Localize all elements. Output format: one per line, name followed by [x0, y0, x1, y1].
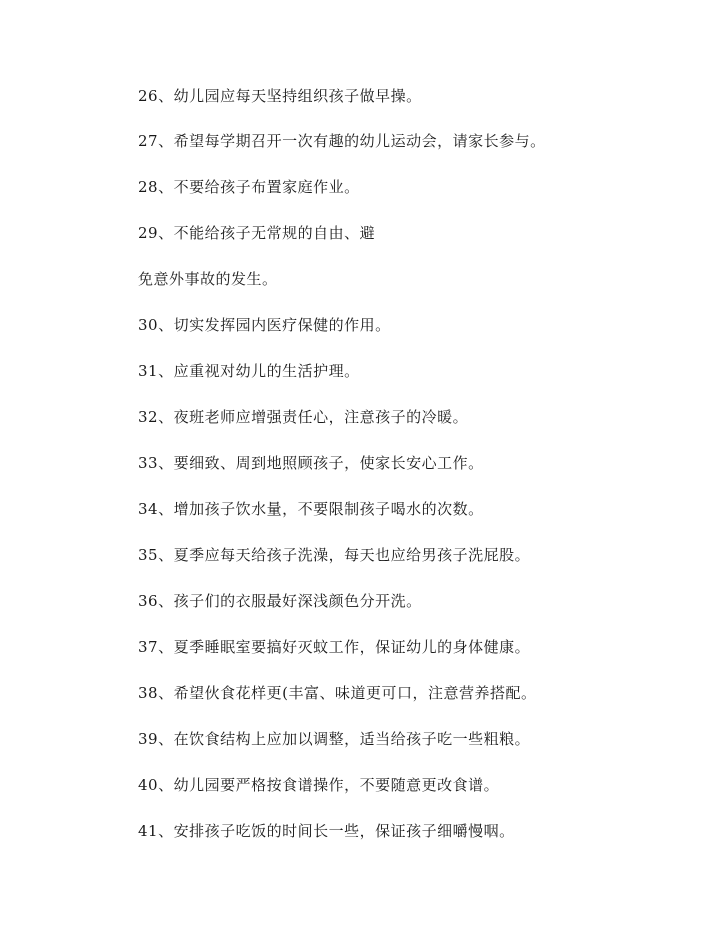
list-item: 33、要细致、周到地照顾孩子，使家长安心工作。 [138, 454, 484, 472]
list-item: 41、安排孩子吃饭的时间长一些，保证孩子细嚼慢咽。 [138, 822, 515, 840]
list-item-continuation: 免意外事故的发生。 [138, 270, 278, 288]
list-item: 28、不要给孩子布置家庭作业。 [138, 178, 360, 196]
list-item: 35、夏季应每天给孩子洗澡，每天也应给男孩子洗屁股。 [138, 546, 531, 564]
list-item: 29、不能给孩子无常规的自由、避 [138, 224, 376, 242]
list-item: 39、在饮食结构上应加以调整，适当给孩子吃一些粗粮。 [138, 730, 531, 748]
list-item: 30、切实发挥园内医疗保健的作用。 [138, 316, 391, 334]
list-item: 34、增加孩子饮水量，不要限制孩子喝水的次数。 [138, 500, 484, 518]
list-item: 32、夜班老师应增强责任心，注意孩子的冷暖。 [138, 408, 469, 426]
list-item: 26、幼儿园应每天坚持组织孩子做早操。 [138, 87, 422, 105]
list-item: 37、夏季睡眠室要搞好灭蚊工作，保证幼儿的身体健康。 [138, 638, 531, 656]
list-item: 27、希望每学期召开一次有趣的幼儿运动会，请家长参与。 [138, 132, 546, 150]
list-item: 40、幼儿园要严格按食谱操作，不要随意更改食谱。 [138, 776, 500, 794]
list-item: 31、应重视对幼儿的生活护理。 [138, 362, 360, 380]
list-item: 38、希望伙食花样更(丰富、味道更可口，注意营养搭配。 [138, 684, 537, 702]
list-item: 36、孩子们的衣服最好深浅颜色分开洗。 [138, 592, 422, 610]
